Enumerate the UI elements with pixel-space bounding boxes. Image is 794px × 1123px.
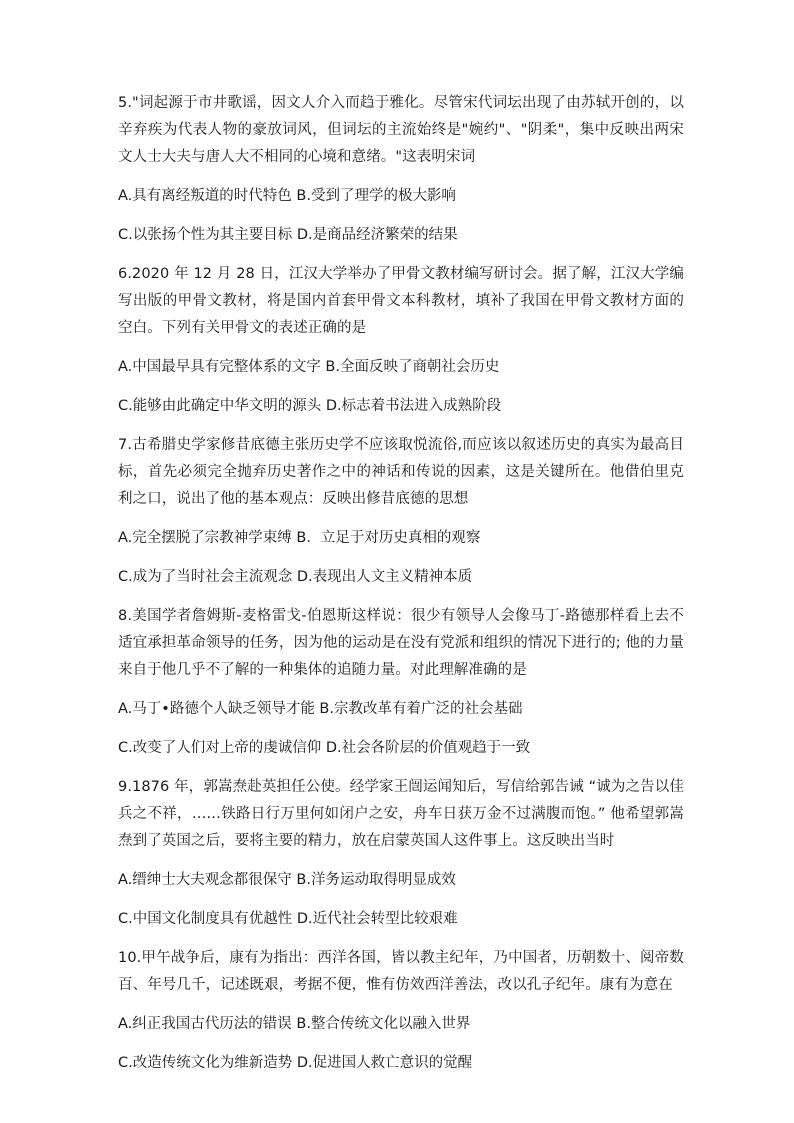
question-stem: 5."词起源于市井歌谣，因文人介入而趋于雅化。尽管宋代词坛出现了由苏轼开创的，以辛弃疾为代表人物的豪放词风，但词坛的主流始终是"婉约"、"阴柔"，集中反映出两宋文人士大夫与唐人大不相同的心境和意绪。"这表明宋词 bbox=[118, 95, 684, 165]
question-9 bbox=[118, 774, 684, 933]
question-7 bbox=[118, 432, 684, 591]
question-5 bbox=[118, 90, 684, 249]
option-line-cd: C.成为了当时社会主流观念 D.表现出人文主义精神本质 bbox=[118, 569, 473, 585]
option-line-ab: A.具有离经叛道的时代特色 B.受到了理学的极大影响 bbox=[118, 188, 456, 204]
option-line-cd: C.能够由此确定中华文明的源头 D.标志着书法进入成熟阶段 bbox=[118, 398, 502, 414]
exam-page bbox=[118, 90, 684, 1077]
question-stem: 7.古希腊史学家修昔底德主张历史学不应该取悦流俗,而应该以叙述历史的真实为最高目标，首先必须完全抛弃历史著作之中的神话和传说的因素，这是关键所在。他借伯里克利之口，说出了他的基本观点：反映出修昔底德的思想 bbox=[118, 437, 684, 507]
question-6 bbox=[118, 261, 684, 420]
option-line-ab: A.缙绅士大夫观念都很保守 B.洋务运动取得明显成效 bbox=[118, 872, 456, 888]
option-line-cd: C.改造传统文化为维新造势 D.促进国人救亡意识的觉醒 bbox=[118, 1055, 473, 1071]
question-stem: 8.美国学者詹姆斯-麦格雷戈-伯恩斯这样说：很少有领导人会像马丁-路德那样看上去不适宜承担革命领导的任务，因为他的运动是在没有党派和组织的情况下进行的; 他的力量来自于他几乎不了解的一种集体的追随力量。对此理解准确的是 bbox=[118, 608, 684, 678]
option-line-cd: C.中国文化制度具有优越性 D.近代社会转型比较艰难 bbox=[118, 911, 458, 927]
question-stem: 6.2020 年 12 月 28 日，江汉大学举办了甲骨文教材编写研讨会。据了解，江汉大学编写出版的甲骨文教材，将是国内首套甲骨文本科教材，填补了我国在甲骨文教材方面的空白。下列有关甲骨文的表述正确的是 bbox=[118, 266, 684, 336]
option-line-ab: A.马丁•路德个人缺乏领导才能 B.宗教改革有着广泛的社会基础 bbox=[118, 701, 523, 717]
option-line-ab: A.中国最早具有完整体系的文字 B.全面反映了商朝社会历史 bbox=[118, 359, 500, 375]
option-line-cd: C.以张扬个性为其主要目标 D.是商品经济繁荣的结果 bbox=[118, 227, 458, 243]
question-10 bbox=[118, 945, 684, 1077]
option-line-ab: A.纠正我国古代历法的错误 B.整合传统文化以融入世界 bbox=[118, 1016, 471, 1032]
option-line-cd: C.改变了人们对上帝的虔诚信仰 D.社会各阶层的价值观趋于一致 bbox=[118, 740, 531, 756]
question-stem: 9.1876 年，郭嵩焘赴英担任公使。经学家王闿运闻知后，写信给郭告诫 “诚为之告以佳兵之不祥，……铁路日行万里何如闭户之安，舟车日获万金不过满腹而饱。” 他希望郭嵩焘到了英国之后，要将主要的精力，放在启蒙英国人这件事上。这反映出当时 bbox=[118, 779, 684, 849]
question-stem: 10.甲午战争后，康有为指出：西洋各国，皆以教主纪年，乃中国者，历朝数十、阅帝数百、年号几千，记述既艰，考据不便，惟有仿效西洋善法，改以孔子纪年。康有为意在 bbox=[118, 950, 684, 993]
option-line-ab: A.完全摆脱了宗教神学束缚 B．立足于对历史真相的观察 bbox=[118, 530, 481, 546]
question-8 bbox=[118, 603, 684, 762]
